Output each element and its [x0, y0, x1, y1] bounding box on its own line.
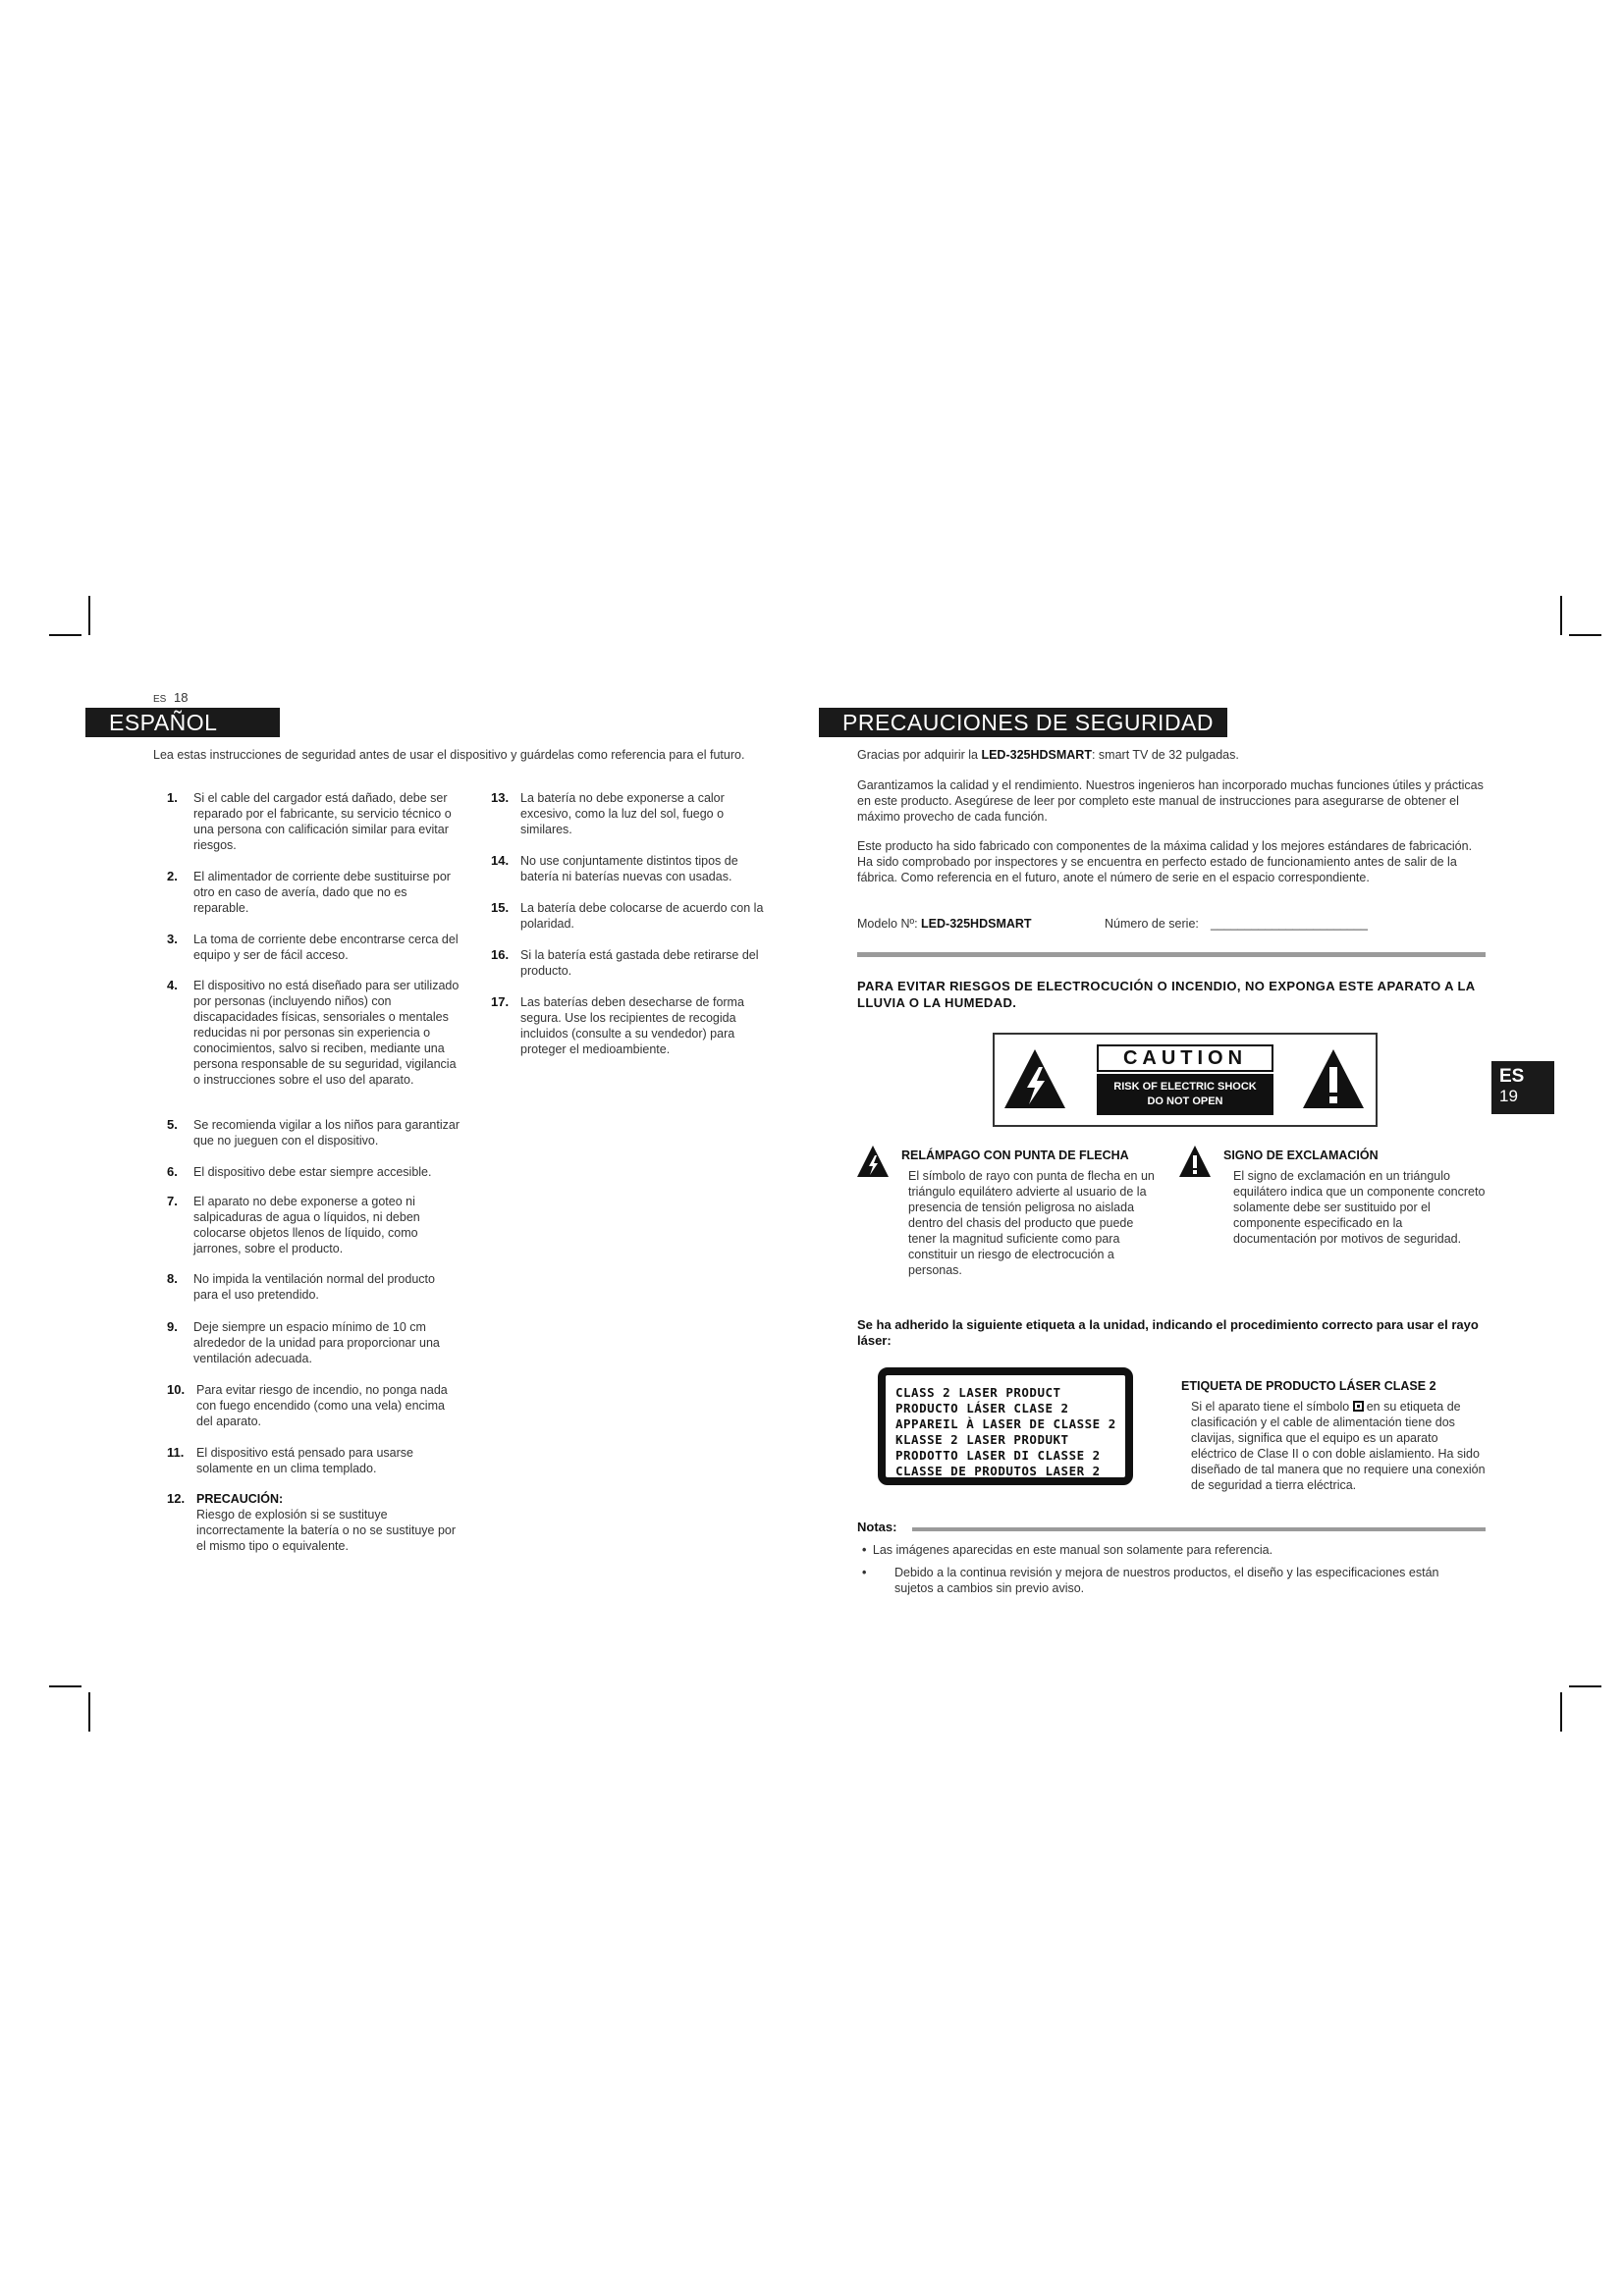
double-insulation-icon: [1353, 1401, 1364, 1412]
note-item: • Las imágenes aparecidas en este manual son solamente para referencia.: [862, 1543, 1273, 1557]
list-item: 14. No use conjuntamente distintos tipos de batería ni baterías nuevas con usadas.: [491, 853, 738, 883]
list-item: 16. Si la batería está gastada debe retirarse del producto.: [491, 947, 759, 978]
laser-line: PRODUCTO LÁSER CLASE 2: [895, 1401, 1069, 1415]
model-value: LED-325HDSMART: [921, 917, 1032, 931]
laser-line: PRODOTTO LASER DI CLASSE 2: [895, 1448, 1101, 1463]
caution-label: [993, 1033, 1378, 1127]
quality-paragraph: Garantizamos la calidad y el rendimiento. Nuestros ingenieros han incorporado muchas funciones útiles y prácticas en este producto. Asegúrese de leer por completo este manual de instrucciones para asegurarse de obtener el máximo provecho de cada función.: [857, 778, 1484, 824]
lightning-warning-icon: [1002, 1047, 1067, 1110]
caution-title: CAUTION: [1097, 1044, 1273, 1072]
list-item: 9. Deje siempre un espacio mínimo de 10 cm alrededor de la unidad para proporcionar una ventilación adecuada.: [167, 1319, 440, 1365]
precaution-heading: PRECAUCIÓN:: [196, 1492, 284, 1506]
list-item: 3. La toma de corriente debe encontrarse cerca del equipo y ser de fácil acceso.: [167, 932, 459, 962]
notes-label: Notas:: [857, 1520, 897, 1534]
lightning-heading: RELÁMPAGO CON PUNTA DE FLECHA: [901, 1148, 1129, 1162]
laser-line: APPAREIL À LASER DE CLASSE 2: [895, 1416, 1116, 1431]
page-number: 18: [173, 690, 189, 705]
section-title-bar: [85, 708, 280, 737]
serial-label: Número de serie:: [1105, 917, 1199, 931]
exclamation-warning-icon: [1178, 1145, 1212, 1178]
crop-mark: [1569, 1685, 1601, 1687]
page-number-left: [153, 690, 188, 705]
model-label: Modelo Nº:: [857, 917, 918, 931]
laser-text: Si el aparato tiene el símbolo en su etiqueta de clasificación y el cable de alimentación tiene dos clavijas, significa que el equipo es un aparato eléctrico de Clase II o con doble aislamiento. Ha sido diseñado de tal manera que no requiere una conexión de seguridad a tierra eléctrica.: [1191, 1400, 1486, 1492]
model-name: LED-325HDSMART: [981, 748, 1092, 762]
crop-mark: [88, 1692, 90, 1732]
laser-line: KLASSE 2 LASER PRODUKT: [895, 1432, 1069, 1447]
crop-mark: [49, 1685, 81, 1687]
section-title-bar: [819, 708, 1227, 737]
thanks-text: Gracias por adquirir la LED-325HDSMART: smart TV de 32 pulgadas.: [857, 748, 1239, 762]
crop-mark: [1560, 1692, 1562, 1732]
bullet: •: [862, 1566, 867, 1579]
manufacture-paragraph: Este producto ha sido fabricado con componentes de la máxima calidad y los mejores estándares de fabricación. Ha sido comprobado por inspectores y se encuentra en perfecto estado de funcionamiento antes de salir de la fábrica. Como referencia en el futuro, anote el número de serie en el espacio correspondiente.: [857, 839, 1473, 884]
laser-line: CLASS 2 LASER PRODUCT: [895, 1385, 1061, 1400]
note-item: • Debido a la continua revisión y mejora de nuestros productos, el diseño y las especificaciones están sujetos a cambios sin previo aviso.: [862, 1566, 1439, 1595]
exclamation-heading: SIGNO DE EXCLAMACIÓN: [1223, 1148, 1379, 1162]
list-item: 6. El dispositivo debe estar siempre accesible.: [167, 1164, 432, 1179]
language-tab: [1491, 1061, 1554, 1114]
list-item: 12. PRECAUCIÓN: Riesgo de explosión si se sustituye incorrectamente la batería o no se sustituye por el mismo tipo o equivalente.: [167, 1491, 461, 1554]
laser-label: [878, 1367, 1133, 1485]
section-title: ESPAÑOL: [109, 710, 218, 735]
list-item: 13. La batería no debe exponerse a calor excesivo, como la luz del sol, fuego o similares.: [491, 790, 725, 836]
notes-divider: [912, 1527, 1486, 1531]
laser-line: CLASSE DE PRODUTOS LASER 2: [895, 1464, 1101, 1478]
intro-text: Lea estas instrucciones de seguridad antes de usar el dispositivo y guárdelas como referencia para el futuro.: [153, 748, 745, 762]
exclamation-warning-icon: [1301, 1047, 1366, 1110]
list-item: 17. Las baterías deben desecharse de forma segura. Use los recipientes de recogida incluidos (consulte a su vendedor) para proteger el medioambiente.: [491, 994, 744, 1056]
serial-blank: _______________________: [1211, 917, 1368, 931]
crop-mark: [49, 634, 81, 636]
list-item: 10. Para evitar riesgo de incendio, no ponga nada con fuego encendido (como una vela) encima del aparato.: [167, 1382, 448, 1428]
list-item: 5. Se recomienda vigilar a los niños para garantizar que no jueguen con el dispositivo.: [167, 1117, 460, 1148]
lightning-text: El símbolo de rayo con punta de flecha en un triángulo equilátero advierte al usuario de la presencia de tensión peligrosa no aislada dentro del chasis del producto que puede tener la magnitud suficiente como para constituir un riesgo de electrocución a personas.: [908, 1169, 1155, 1277]
caution-line-2: DO NOT OPEN: [1147, 1095, 1223, 1107]
lightning-warning-icon: [856, 1145, 890, 1178]
bullet: •: [862, 1543, 867, 1557]
warning-text: PARA EVITAR RIESGOS DE ELECTROCUCIÓN O INCENDIO, NO EXPONGA ESTE APARATO A LA LLUVIA O LA HUMEDAD.: [857, 979, 1476, 1010]
list-item: 4. El dispositivo no está diseñado para ser utilizado por personas (incluyendo niños) con discapacidades físicas, sensoriales o mentales reducidas ni por personas sin experiencia o conocimientos, salvo si reciben, mediante una persona responsable de su seguridad, vigilancia o instrucciones sobre el uso del aparato.: [167, 978, 460, 1087]
tab-page-number: 19: [1499, 1087, 1518, 1105]
crop-mark: [1569, 634, 1601, 636]
laser-intro: Se ha adherido la siguiente etiqueta a la unidad, indicando el procedimiento correcto para usar el rayo láser:: [857, 1317, 1479, 1348]
list-item: 15. La batería debe colocarse de acuerdo con la polaridad.: [491, 900, 764, 931]
list-item: 2. El alimentador de corriente debe sustituirse por otro en caso de avería, dado que no es reparable.: [167, 869, 451, 915]
list-item: 7. El aparato no debe exponerse a goteo ni salpicaduras de agua o líquidos, ni deben colocarse objetos llenos de líquido, como jarrones, sobre el producto.: [167, 1194, 420, 1255]
crop-mark: [1560, 596, 1562, 635]
section-title: PRECAUCIONES DE SEGURIDAD: [842, 710, 1215, 735]
list-item: 1. Si el cable del cargador está dañado, debe ser reparado por el fabricante, su servicio técnico o una persona con calificación similar para evitar riesgos.: [167, 790, 452, 852]
caution-line-1: RISK OF ELECTRIC SHOCK: [1113, 1081, 1257, 1093]
list-item: 11. El dispositivo está pensado para usarse solamente en un clima templado.: [167, 1445, 413, 1475]
crop-mark: [88, 596, 90, 635]
list-item: 8. No impida la ventilación normal del producto para el uso pretendido.: [167, 1271, 435, 1302]
tab-language: ES: [1499, 1066, 1525, 1087]
divider: [857, 952, 1486, 957]
precaution-text: Riesgo de explosión si se sustituye incorrectamente la batería o no se sustituye por el mismo tipo o equivalente.: [196, 1508, 457, 1553]
caution-center: [1097, 1044, 1273, 1115]
model-row: [857, 916, 1486, 932]
laser-heading: ETIQUETA DE PRODUCTO LÁSER CLASE 2: [1181, 1379, 1436, 1393]
page-lang-label: ES: [153, 694, 167, 705]
exclamation-text: El signo de exclamación en un triángulo equilátero indica que un componente concreto solamente debe ser sustituido por el componente especificado en la documentación por motivos de seguridad.: [1233, 1169, 1486, 1246]
